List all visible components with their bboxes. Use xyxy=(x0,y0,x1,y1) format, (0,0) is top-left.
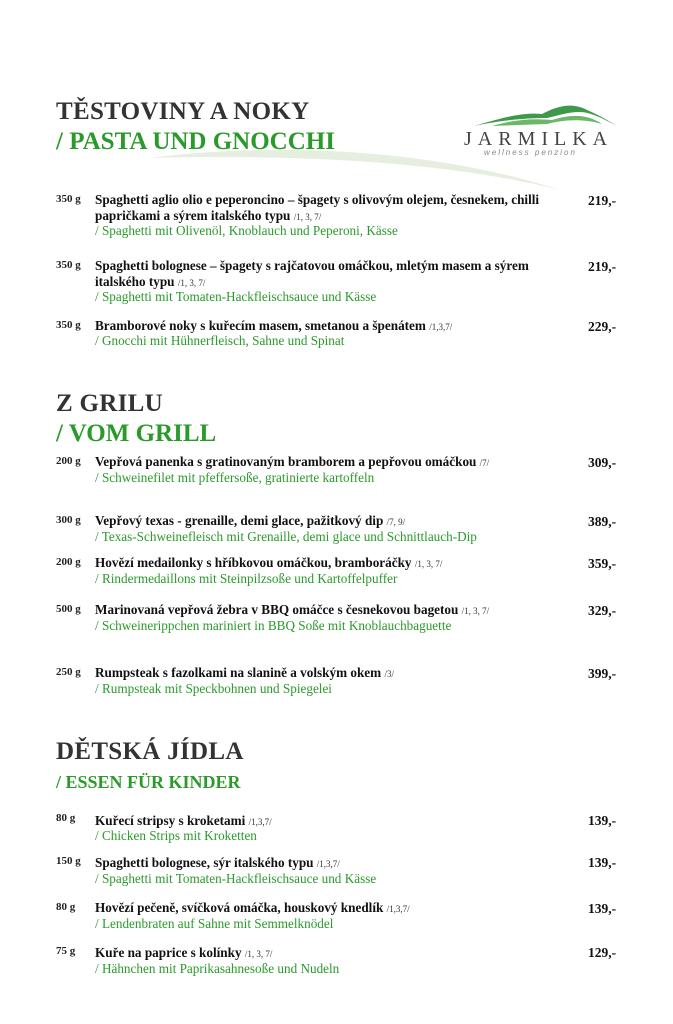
item-name xyxy=(95,602,570,619)
item-translation: / Spaghetti mit Tomaten-Hackfleischsauce und Kässe xyxy=(95,871,377,886)
item-name-text: Kuřecí stripsy s kroketami xyxy=(95,813,246,828)
mountain-logo-icon xyxy=(462,100,622,128)
logo-subtitle: wellness penzion xyxy=(484,148,577,157)
logo-name: JARMILKA xyxy=(464,128,614,150)
item-translation: / Schweinefilet mit pfeffersoße, gratinierte kartoffeln xyxy=(95,470,375,485)
item-price: 139,- xyxy=(588,855,617,870)
item-price: 129,- xyxy=(588,945,617,960)
item-name xyxy=(95,945,570,962)
item-name xyxy=(95,665,570,682)
item-weight: 75 g xyxy=(56,945,76,957)
item-weight: 150 g xyxy=(56,855,81,867)
item-weight: 200 g xyxy=(56,455,81,467)
item-name-text: Marinovaná vepřová žebra v BBQ omáčce s česnekovou bagetou xyxy=(95,602,459,617)
item-name xyxy=(95,513,570,530)
item-price: 389,- xyxy=(588,514,617,529)
item-name-text: Vepřový texas - grenaille, demi glace, pažitkový dip xyxy=(95,513,384,528)
item-weight: 350 g xyxy=(56,193,81,205)
item-translation: / Lendenbraten auf Sahne mit Semmelknödel xyxy=(95,916,334,931)
item-allergens: /1, 3, 7/ xyxy=(244,949,273,959)
logo xyxy=(462,100,622,160)
item-name-text: Bramborové noky s kuřecím masem, smetanou a špenátem xyxy=(95,318,426,333)
item-name xyxy=(95,192,570,225)
item-allergens: /1,3,7/ xyxy=(248,817,272,827)
item-allergens: /3/ xyxy=(384,669,394,679)
item-translation: / Hähnchen mit Paprikasahnesoße und Nudeln xyxy=(95,961,340,976)
item-name-text: Hovězí pečeně, svíčková omáčka, houskový knedlík xyxy=(95,900,384,915)
item-name xyxy=(95,454,570,471)
item-name xyxy=(95,855,570,872)
item-translation: / Spaghetti mit Olivenöl, Knoblauch und Peperoni, Kässe xyxy=(95,223,398,238)
item-price: 329,- xyxy=(588,603,617,618)
item-price: 139,- xyxy=(588,901,617,916)
section-subtitle-kids: / ESSEN FÜR KINDER xyxy=(56,772,241,792)
item-name-text: Hovězí medailonky s hříbkovou omáčkou, bramboráčky xyxy=(95,555,412,570)
item-allergens: /1, 3, 7/ xyxy=(293,212,322,222)
item-price: 219,- xyxy=(588,259,617,274)
item-allergens: /7/ xyxy=(479,458,490,468)
item-name-text: Kuře na paprice s kolínky xyxy=(95,945,242,960)
item-allergens: /1, 3, 7/ xyxy=(177,278,206,288)
item-name-text: Spaghetti bolognese – špagety s rajčatovou omáčkou, mletým masem a sýrem italského typu xyxy=(95,258,529,289)
item-allergens: /7, 9/ xyxy=(386,517,406,527)
item-allergens: /1,3,7/ xyxy=(316,859,340,869)
item-price: 229,- xyxy=(588,319,617,334)
item-name-text: Spaghetti aglio olio e peperoncino – špagety s olivovým olejem, česnekem, chilli papričkami a sýrem italského typu xyxy=(95,192,540,223)
item-weight: 80 g xyxy=(56,812,76,824)
item-translation: / Chicken Strips mit Kroketten xyxy=(95,828,257,843)
item-allergens: /1, 3, 7/ xyxy=(461,606,490,616)
item-price: 309,- xyxy=(588,455,617,470)
item-weight: 350 g xyxy=(56,259,81,271)
item-translation: / Spaghetti mit Tomaten-Hackfleischsauce und Kässe xyxy=(95,289,377,304)
item-allergens: /1, 3, 7/ xyxy=(414,559,443,569)
item-translation: / Rumpsteak mit Speckbohnen und Spiegelei xyxy=(95,681,332,696)
item-name-text: Vepřová panenka s gratinovaným bramborem a pepřovou omáčkou xyxy=(95,454,477,469)
item-allergens: /1,3,7/ xyxy=(386,904,410,914)
section-title-kids: DĚTSKÁ JÍDLA xyxy=(56,738,244,765)
item-weight: 250 g xyxy=(56,666,81,678)
item-name-text: Rumpsteak s fazolkami na slanině a volským okem xyxy=(95,665,382,680)
item-translation: / Schweinerippchen mariniert in BBQ Soße mit Knoblauchbaguette xyxy=(95,618,452,633)
item-weight: 300 g xyxy=(56,514,81,526)
item-translation: / Texas-Schweinefleisch mit Grenaille, demi glace und Schnittlauch-Dip xyxy=(95,529,477,544)
item-allergens: /1,3,7/ xyxy=(429,322,453,332)
section-title-grill: Z GRILU xyxy=(56,390,163,417)
section-title-pasta: TĚSTOVINY A NOKY xyxy=(56,98,310,125)
item-price: 219,- xyxy=(588,193,617,208)
item-name xyxy=(95,900,570,917)
item-price: 139,- xyxy=(588,813,617,828)
item-weight: 350 g xyxy=(56,319,81,331)
item-weight: 200 g xyxy=(56,556,81,568)
item-translation: / Rindermedaillons mit Steinpilzsoße und Kartoffelpuffer xyxy=(95,571,398,586)
item-name xyxy=(95,555,570,572)
item-translation: / Gnocchi mit Hühnerfleisch, Sahne und Spinat xyxy=(95,333,345,348)
item-weight: 500 g xyxy=(56,603,81,615)
item-price: 399,- xyxy=(588,666,617,681)
section-subtitle-pasta: / PASTA UND GNOCCHI xyxy=(56,128,335,155)
item-name xyxy=(95,258,570,291)
item-weight: 80 g xyxy=(56,901,76,913)
item-name-text: Spaghetti bolognese, sýr italského typu xyxy=(95,855,314,870)
item-price: 359,- xyxy=(588,556,617,571)
section-subtitle-grill: / VOM GRILL xyxy=(56,420,217,447)
